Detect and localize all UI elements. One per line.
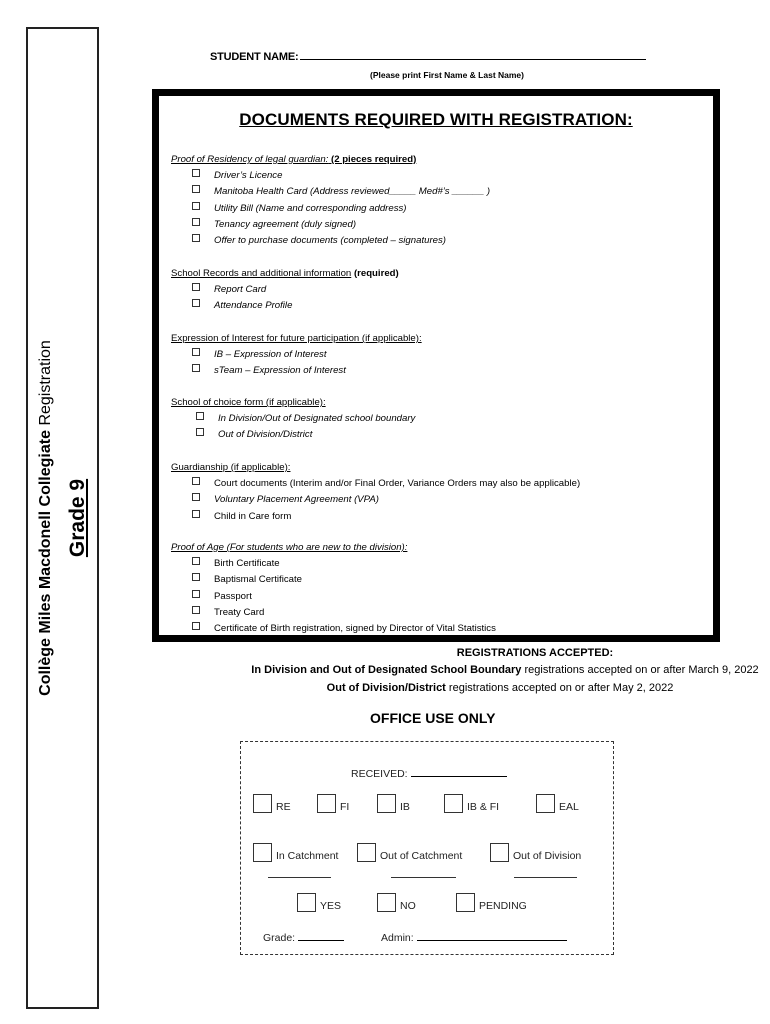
checkbox[interactable] — [253, 794, 272, 813]
section-interest — [171, 331, 422, 380]
office-title: OFFICE USE ONLY — [370, 710, 496, 726]
program-ib-fi[interactable]: IB & FI — [444, 794, 499, 813]
age-heading: Proof of Age (For students who are new to the division): — [171, 542, 408, 553]
choice-heading: School of choice form (if applicable): — [171, 397, 326, 408]
status-no[interactable]: NO — [377, 893, 416, 912]
checkbox[interactable] — [192, 590, 200, 598]
program-fi[interactable]: FI — [317, 794, 349, 813]
grade-field[interactable] — [298, 930, 344, 941]
checklist-item[interactable]: Utility Bill (Name and corresponding address) — [171, 201, 490, 217]
admin-field[interactable] — [417, 930, 567, 941]
checkbox[interactable] — [192, 348, 200, 356]
program-ib[interactable]: IB — [377, 794, 410, 813]
checkbox[interactable] — [444, 794, 463, 813]
registration-word: Registration — [36, 340, 54, 426]
catchment-line[interactable] — [514, 877, 577, 878]
checklist-item[interactable]: IB – Expression of Interest — [171, 347, 422, 363]
checkbox[interactable] — [377, 794, 396, 813]
checklist-item[interactable]: Driver’s Licence — [171, 168, 490, 184]
received-label: RECEIVED: — [351, 768, 408, 780]
checkbox[interactable] — [192, 477, 200, 485]
grade-row — [263, 930, 344, 944]
records-heading: School Records and additional information (required) — [171, 268, 399, 279]
checklist-item[interactable]: Child in Care form — [171, 509, 580, 525]
checklist-item[interactable]: Passport — [171, 589, 496, 605]
checkbox[interactable] — [192, 234, 200, 242]
program-eal[interactable]: EAL — [536, 794, 579, 813]
checkbox[interactable] — [196, 428, 204, 436]
admin-row — [381, 930, 567, 944]
school-title — [36, 68, 56, 968]
checkbox[interactable] — [192, 299, 200, 307]
checklist-item[interactable]: Offer to purchase documents (completed – signatures) — [171, 233, 490, 249]
checkbox[interactable] — [192, 364, 200, 372]
section-guardianship — [171, 460, 580, 525]
guardianship-heading: Guardianship (if applicable): — [171, 462, 291, 473]
office-use-box — [240, 741, 614, 955]
checkbox[interactable] — [253, 843, 272, 862]
checklist-item[interactable]: Baptismal Certificate — [171, 572, 496, 588]
checkbox[interactable] — [490, 843, 509, 862]
checklist-item[interactable]: sTeam – Expression of Interest — [171, 363, 422, 379]
checkbox[interactable] — [192, 185, 200, 193]
checkbox[interactable] — [196, 412, 204, 420]
checkbox[interactable] — [357, 843, 376, 862]
admin-label: Admin: — [381, 932, 414, 944]
checkbox[interactable] — [192, 557, 200, 565]
documents-box — [152, 89, 720, 642]
section-records — [171, 266, 399, 315]
program-re[interactable]: RE — [253, 794, 291, 813]
records-required: (required) — [353, 268, 399, 279]
checkbox[interactable] — [192, 218, 200, 226]
checkbox[interactable] — [192, 622, 200, 630]
section-age — [171, 540, 496, 637]
checklist-item[interactable]: Manitoba Health Card (Address reviewed_____ Med#’s ______ ) — [171, 184, 490, 200]
checkbox[interactable] — [377, 893, 396, 912]
checkbox[interactable] — [192, 493, 200, 501]
grade-label: Grade: — [263, 932, 296, 944]
checkbox[interactable] — [192, 606, 200, 614]
section-choice — [171, 395, 415, 444]
checkbox[interactable] — [192, 510, 200, 518]
checklist-item[interactable]: Court documents (Interim and/or Final Order, Variance Orders may also be applicable) — [171, 476, 580, 492]
residency-heading: Proof of Residency of legal guardian: (2 pieces required) — [171, 154, 417, 165]
checkbox[interactable] — [297, 893, 316, 912]
out-of-catchment[interactable]: Out of Catchment — [357, 843, 462, 862]
documents-title: DOCUMENTS REQUIRED WITH REGISTRATION: — [239, 110, 633, 129]
student-name-label: STUDENT NAME: — [210, 51, 299, 63]
received-field[interactable] — [411, 766, 507, 777]
checklist-item[interactable]: Out of Division/District — [171, 427, 415, 443]
section-residency — [171, 152, 490, 249]
accepted-line-1: In Division and Out of Designated School Boundary registrations accepted on or after March 9, 2022 — [251, 664, 759, 676]
catchment-line[interactable] — [391, 877, 456, 878]
checklist-item[interactable]: Tenancy agreement (duly signed) — [171, 217, 490, 233]
checklist-item[interactable]: Voluntary Placement Agreement (VPA) — [171, 492, 580, 508]
accepted-heading: REGISTRATIONS ACCEPTED: — [456, 647, 614, 659]
checkbox[interactable] — [456, 893, 475, 912]
student-name-field[interactable] — [300, 48, 646, 60]
out-of-division[interactable]: Out of Division — [490, 843, 581, 862]
checkbox[interactable] — [192, 573, 200, 581]
status-pending[interactable]: PENDING — [456, 893, 527, 912]
side-banner-text — [36, 68, 90, 968]
checkbox[interactable] — [536, 794, 555, 813]
checkbox[interactable] — [192, 283, 200, 291]
checkbox[interactable] — [192, 202, 200, 210]
catchment-line[interactable] — [268, 877, 331, 878]
checklist-item[interactable]: Attendance Profile — [171, 298, 399, 314]
received-row — [351, 766, 507, 780]
in-catchment[interactable]: In Catchment — [253, 843, 338, 862]
checklist-item[interactable]: Birth Certificate — [171, 556, 496, 572]
residency-required: (2 pieces required) — [331, 154, 417, 165]
student-name-row — [210, 48, 646, 63]
side-banner — [26, 27, 99, 1009]
checklist-item[interactable]: Report Card — [171, 282, 399, 298]
school-name: Collège Miles Macdonell Collegiate — [36, 430, 54, 696]
checklist-item[interactable]: Certificate of Birth registration, signed by Director of Vital Statistics — [171, 621, 496, 637]
checkbox[interactable] — [317, 794, 336, 813]
student-name-hint: (Please print First Name & Last Name) — [370, 70, 524, 80]
accepted-line-2: Out of Division/District registrations accepted on or after May 2, 2022 — [326, 682, 674, 694]
checklist-item[interactable]: In Division/Out of Designated school boundary — [171, 411, 415, 427]
checkbox[interactable] — [192, 169, 200, 177]
checklist-item[interactable]: Treaty Card — [171, 605, 496, 621]
interest-heading: Expression of Interest for future participation (if applicable): — [171, 333, 422, 344]
grade-heading: Grade 9 — [65, 478, 89, 558]
status-yes[interactable]: YES — [297, 893, 341, 912]
